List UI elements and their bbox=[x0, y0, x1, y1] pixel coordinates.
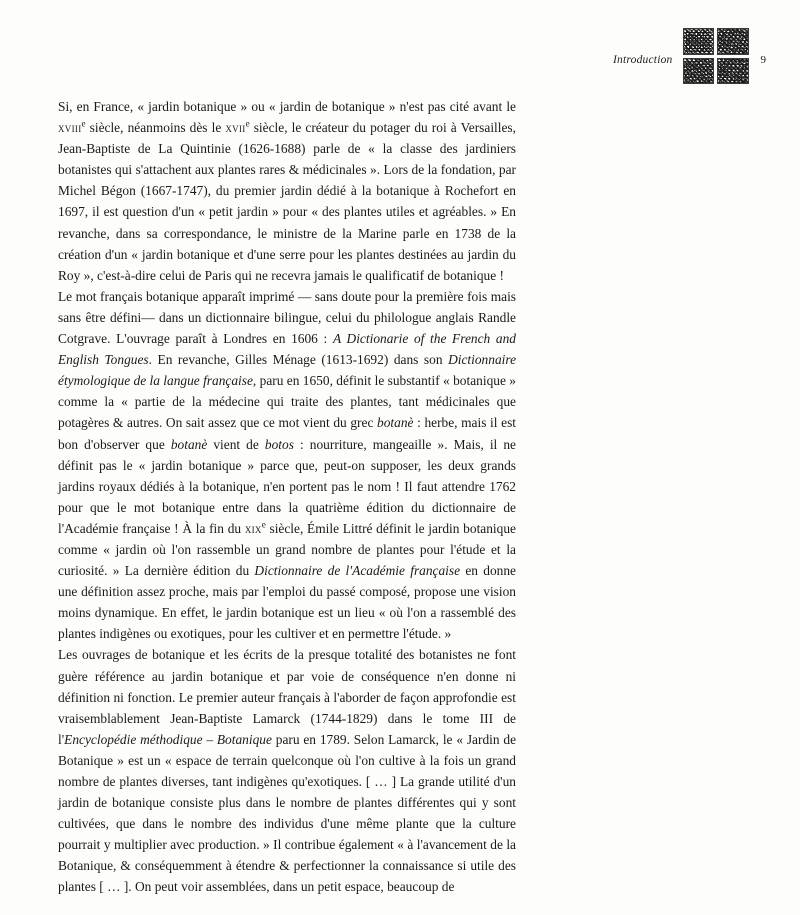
body-text bbox=[58, 96, 516, 898]
paragraph: Les ouvrages de botanique et les écrits de la presque totalité des botanistes ne font guère référence au jardin botanique et par voie de conséquence n'en donne ni définition ni fonction. Le premier auteur français à l'aborder de façon approfondie est vraisemblablement Jean-Baptiste Lamarck (1744-1829) dans le tome III de l'Encyclopédie méthodique – Botanique paru en 1789. Selon Lamarck, le « Jardin de Botanique » est un « espace de terrain quelconque où l'on cultive à la fois un grand nombre de plantes diverses, tant indigènes qu'exotiques. [ … ] La grande utilité d'un jardin de botanique consiste plus dans le nombre de plantes différentes qui y sont cultivées, que dans le nombre des individus d'une même plante que la culture pourrait y multiplier avec production. » Il contribue également « à l'avancement de la Botanique, & conséquemment à étendre & perfectionner la connaissance si utile des plantes [ … ]. On peut voir assemblées, dans un petit espace, beaucoup de bbox=[58, 647, 517, 895]
paragraph: Si, en France, « jardin botanique » ou « jardin de botanique » n'est pas cité avant le xviii$^e$ siècle, néanmoins dès le xvii$^e$ siècle, le créateur du potager du roi à Versailles, Jean-Baptiste de La Quintinie (1626-1688) parle de « la classe des jardiniers botanistes qui s'attachent aux plantes rares & médicinales ». Lors de la fondation, par Michel Bégon (1667-1747), du premier jardin dédié à la botanique à Rochefort en 1697, il est question d'un « petit jardin » pour « des plantes utiles et agréables. » En revanche, dans sa correspondance, le ministre de la Marine parle en 1738 de la création d'un « jardin botanique et d'une serre pour les plantes destinées au jardin du Roy », c'est-à-dire celui de Paris qui ne recevra jamais le qualificatif de botanique ! bbox=[58, 99, 516, 283]
decorative-square-ornament-icon bbox=[683, 28, 749, 84]
page-number: 9 bbox=[760, 54, 766, 66]
paragraph: Le mot français botanique apparaît imprimé — sans doute pour la première fois mais sans être défini— dans un dictionnaire bilingue, celui du philologue anglais Randle Cotgrave. L'ouvrage paraît à Londres en 1606 : A Dictionarie of the French and English Tongues. En revanche, Gilles Ménage (1613-1692) dans son Dictionnaire étymologique de la langue française, paru en 1650, définit le substantif « botanique » comme la « partie de la médecine qui traite des plantes, tant médicinales que potagères & autres. On sait assez que ce mot vient du grec botanè : herbe, mais il est bon d'observer que botanè vient de botos : nourriture, mangeaille ». Mais, il ne définit pas le « jardin botanique » parce que, peut-on supposer, les deux grands jardins royaux dédiés à la botanique, n'en portent pas le nom ! Il faut attendre 1762 pour que le mot botanique entre dans la quatrième édition du dictionnaire de l'Académie française ! À la fin du xix$^e$ siècle, Émile Littré définit le jardin botanique comme « jardin où l'on rassemble un grand nombre de plantes pour l'étude et la curiosité. » La dernière édition du Dictionnaire de l'Académie française en donne une définition assez proche, mais par l'emploi du passé composé, propose une vision moins dynamique. En effet, le jardin botanique est un lieu « où l'on a rassemblé des plantes indigènes ou exotiques, pour les cultiver et en permettre l'étude. » bbox=[58, 288, 517, 642]
page-header bbox=[613, 28, 766, 84]
running-head: Introduction bbox=[613, 54, 673, 66]
